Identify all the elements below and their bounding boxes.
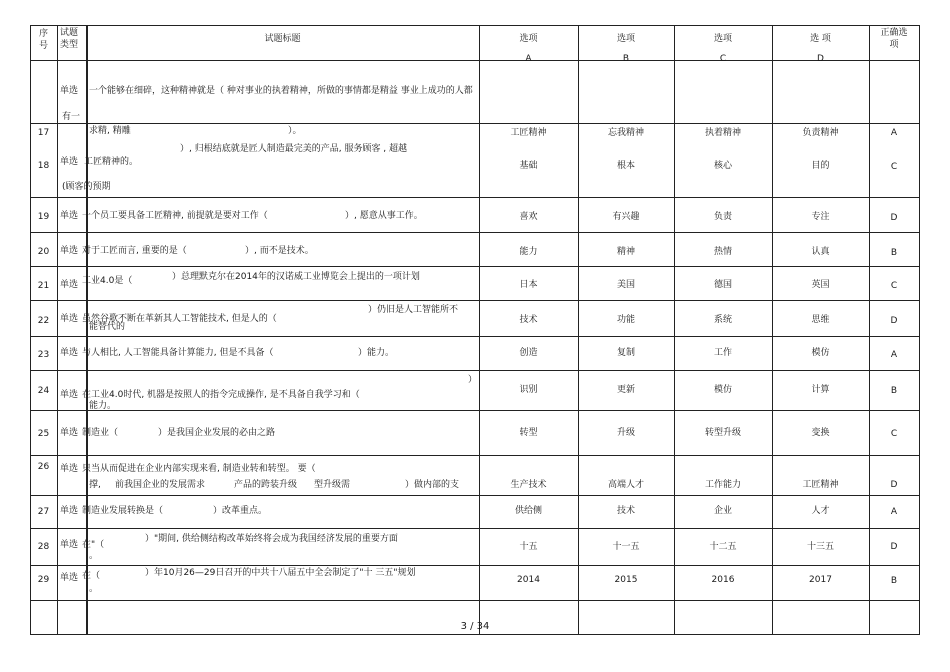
question-text: ）。 — [288, 126, 302, 136]
header-option-b: 选项 — [616, 34, 635, 44]
option-b: 十一五 — [612, 542, 640, 552]
option-d: 人才 — [811, 506, 830, 516]
option-a: 供给侧 — [514, 506, 542, 516]
question-type: 单选 — [60, 348, 79, 358]
option-c: 企业 — [713, 506, 732, 516]
option-d: 模仿 — [811, 348, 830, 358]
correct-answer: B — [890, 248, 898, 258]
correct-answer: D — [890, 480, 898, 490]
option-a: 生产技术 — [510, 480, 547, 490]
option-d: 变换 — [811, 428, 830, 438]
question-text: ）做内部的支 — [405, 480, 460, 490]
header-option-letter: C — [719, 54, 727, 64]
option-a: 十五 — [519, 542, 538, 552]
option-b: 升级 — [616, 428, 635, 438]
question-type: 单选 — [60, 280, 79, 290]
header-option-letter: B — [622, 54, 630, 64]
row-number: 26 — [37, 462, 50, 472]
question-text: 求精, 精雕 — [89, 126, 131, 136]
question-text: 在"（ — [82, 540, 105, 550]
header-option-letter: D — [817, 54, 824, 64]
question-text: 对于工匠而言, 重要的是（ — [82, 246, 187, 256]
row-rule — [30, 410, 920, 411]
row-rule — [30, 600, 920, 601]
option-b: 功能 — [616, 315, 635, 325]
question-type: 单选 — [60, 573, 79, 583]
question-text: ）, 归根结底就是匠人制造最完美的产品, 服务顾客 , 超越 — [180, 144, 408, 154]
correct-answer: A — [890, 350, 898, 360]
row-rule — [30, 232, 920, 233]
question-text: ）总理默克尔在2014年的汉诺威工业博览会上提出的一项计划 — [172, 272, 420, 282]
correct-answer: D — [890, 213, 898, 223]
question-text: 产品的跨装升级 — [234, 480, 298, 490]
question-text: ）年10月26—29日召开的中共十八届五中全会制定了"十 三五"规划 — [145, 568, 416, 578]
question-text: 只当从而促进在企业内部实现来看, 制造业转和转型。 要（ — [82, 464, 316, 474]
row-number: 20 — [37, 247, 50, 257]
question-type: 单选 — [60, 464, 79, 474]
question-type: 单选 — [60, 314, 79, 324]
question-text: 能替代的 — [89, 322, 126, 332]
question-text: 。 — [89, 551, 99, 561]
question-text: 有一 — [62, 112, 81, 122]
row-number: 28 — [37, 542, 50, 552]
question-text: 工匠精神的。 — [84, 157, 139, 167]
correct-answer: B — [890, 576, 898, 586]
option-c: 执着精神 — [704, 128, 741, 138]
question-text: 型升级需 — [314, 480, 351, 490]
option-a: 日本 — [519, 280, 538, 290]
option-b: 高端人才 — [607, 480, 644, 490]
question-text: 。 — [89, 584, 99, 594]
option-c: 模仿 — [713, 385, 732, 395]
question-text: 一个能够在细碎，这种精神就是（ 种对事业的执着精神，所做的事情都是精益 事业上成功的人都 — [89, 86, 473, 96]
option-d: 十三五 — [806, 542, 834, 552]
option-a: 能力 — [519, 247, 538, 257]
question-text: ）改革重点。 — [213, 506, 268, 516]
correct-answer: A — [890, 128, 898, 138]
question-text: 在工业4.0时代, 机器是按照人的指令完成操作, 是不具备自我学习和（ — [82, 390, 360, 400]
option-d: 工匠精神 — [802, 480, 839, 490]
question-text: 虽然谷歌不断在革新其人工智能技术, 但是人的（ — [82, 314, 277, 324]
correct-answer: D — [890, 316, 898, 326]
col-rule — [57, 25, 58, 635]
option-d: 2017 — [809, 575, 832, 585]
header-title: 试题标题 — [264, 34, 301, 44]
option-a: 喜欢 — [519, 212, 538, 222]
row-number: 21 — [37, 281, 50, 291]
row-rule — [30, 197, 920, 198]
question-text: 制造业（ — [82, 428, 119, 438]
option-a: 2014 — [517, 575, 540, 585]
row-rule — [30, 565, 920, 566]
correct-answer: C — [890, 162, 898, 172]
row-rule — [30, 336, 920, 337]
header-answer: 正确选 — [880, 28, 908, 38]
option-d: 专注 — [811, 212, 830, 222]
header-option-c: 选项 — [713, 34, 732, 44]
row-number: 23 — [37, 350, 50, 360]
table-border-bottom — [30, 634, 920, 635]
option-c: 热情 — [713, 247, 732, 257]
header-type: 试题 — [60, 28, 79, 38]
question-type: 单选 — [60, 428, 79, 438]
option-d: 思维 — [811, 315, 830, 325]
question-type: 单选 — [60, 506, 79, 516]
option-b: 更新 — [616, 385, 635, 395]
row-number: 27 — [37, 507, 50, 517]
option-d: 英国 — [811, 280, 830, 290]
option-d: 目的 — [811, 161, 830, 171]
question-text: 与人相比, 人工智能具备计算能力, 但是不具备（ — [82, 348, 274, 358]
option-c: 工作能力 — [704, 480, 741, 490]
row-number: 22 — [37, 316, 50, 326]
question-text: ）"期间, 供给侧结构改革始终将会成为我国经济发展的重要方面 — [145, 534, 398, 544]
row-rule — [30, 123, 920, 124]
option-c: 负责 — [713, 212, 732, 222]
row-number: 19 — [37, 212, 50, 222]
header-answer: 项 — [889, 40, 899, 50]
row-number: 17 — [37, 128, 50, 138]
header-option-d: 选 项 — [810, 34, 831, 44]
row-rule — [30, 370, 920, 371]
option-b: 美国 — [616, 280, 635, 290]
option-b: 技术 — [616, 506, 635, 516]
option-b: 有兴趣 — [612, 212, 640, 222]
question-text: 前我国企业的发展需求 — [115, 480, 206, 490]
option-a: 技术 — [519, 315, 538, 325]
row-number: 25 — [37, 429, 50, 439]
row-rule — [30, 300, 920, 301]
question-text: 在（ — [82, 571, 101, 581]
option-a: 工匠精神 — [510, 128, 547, 138]
question-text: 一个员工要具备工匠精神, 前提就是要对工作（ — [82, 211, 268, 221]
correct-answer: A — [890, 507, 898, 517]
question-text: ）是我国企业发展的必由之路 — [158, 428, 276, 438]
row-number: 24 — [37, 386, 50, 396]
header-type: 类型 — [60, 40, 79, 50]
option-c: 转型升级 — [704, 428, 741, 438]
correct-answer: C — [890, 281, 898, 291]
question-text: ） — [468, 375, 478, 385]
option-d: 负责精神 — [802, 128, 839, 138]
correct-answer: D — [890, 542, 898, 552]
question-text: ）, 而不是技术。 — [245, 246, 314, 256]
header-seq: 号 — [38, 41, 48, 51]
correct-answer: C — [890, 429, 898, 439]
row-rule — [30, 495, 920, 496]
header-seq: 序 — [38, 29, 48, 39]
question-type: 单选 — [60, 157, 79, 167]
question-text: (顾客的预期 — [62, 182, 111, 192]
row-rule — [30, 266, 920, 267]
option-a: 识别 — [519, 385, 538, 395]
header-option-a: 选项 — [519, 34, 538, 44]
row-rule — [30, 455, 920, 456]
page-number: 3 / 34 — [460, 621, 490, 632]
question-type: 单选 — [60, 211, 79, 221]
option-b: 根本 — [616, 161, 635, 171]
question-text: ）能力。 — [358, 348, 395, 358]
col-rule — [919, 25, 920, 635]
row-number: 18 — [37, 161, 50, 171]
row-rule — [30, 528, 920, 529]
option-b: 精神 — [616, 247, 635, 257]
option-c: 核心 — [713, 161, 732, 171]
option-c: 德国 — [713, 280, 732, 290]
question-text: ）仍旧是人工智能所不 — [368, 305, 459, 315]
option-c: 工作 — [713, 348, 732, 358]
question-type: 单选 — [60, 246, 79, 256]
question-type: 单选 — [60, 86, 79, 96]
option-c: 十二五 — [709, 542, 737, 552]
question-text: 能力。 — [89, 401, 117, 411]
option-d: 计算 — [811, 385, 830, 395]
option-d: 认真 — [811, 247, 830, 257]
correct-answer: B — [890, 386, 898, 396]
table-border-top — [30, 25, 920, 26]
option-c: 2016 — [711, 575, 735, 585]
option-b: 2015 — [614, 575, 638, 585]
question-type: 单选 — [60, 390, 79, 400]
header-option-letter: A — [525, 54, 532, 64]
option-a: 转型 — [519, 428, 538, 438]
question-text: 撑, — [89, 480, 101, 490]
option-b: 忘我精神 — [607, 128, 644, 138]
option-a: 基础 — [519, 161, 538, 171]
question-text: 制造业发展转换是（ — [82, 506, 164, 516]
row-number: 29 — [37, 575, 50, 585]
option-a: 创造 — [519, 348, 538, 358]
option-c: 系统 — [713, 315, 732, 325]
question-text: 工业4.0是（ — [82, 276, 133, 286]
option-b: 复制 — [616, 348, 635, 358]
question-text: ）, 愿意从事工作。 — [345, 211, 423, 221]
question-type: 单选 — [60, 540, 79, 550]
